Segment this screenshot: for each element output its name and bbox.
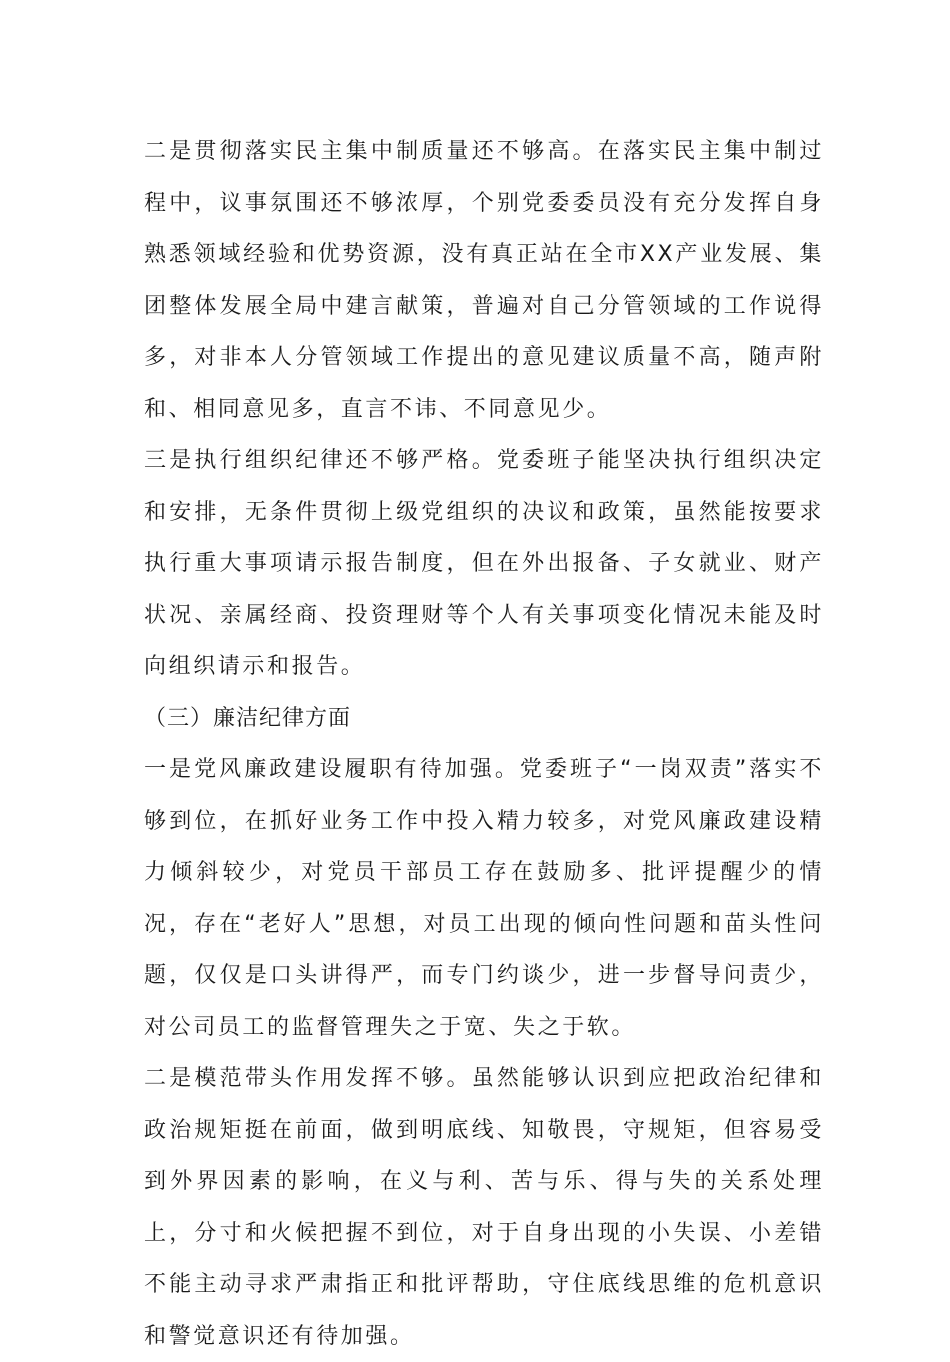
paragraph-party-conduct: 一是党风廉政建设履职有待加强。党委班子“一岗双责”落实不够到位，在抓好业务工作中投入精力较多，对党风廉政建设精力倾斜较少，对党员干部员工存在鼓励多、批评提醒少的情况，存在“老好人”思想，对员工出现的倾向性问题和苗头性问题，仅仅是口头讲得严，而专门约谈少，进一步督导问责少，对公司员工的监督管理失之于宽、失之于软。: [144, 757, 824, 1040]
paragraph-democratic-centralism: 二是贯彻落实民主集中制质量还不够高。在落实民主集中制过程中，议事氛围还不够浓厚，个别党委委员没有充分发挥自身熟悉领域经验和优势资源，没有真正站在全市XX产业发展、集团整体发展全局中建言献策，普遍对自己分管领域的工作说得多，对非本人分管领域工作提出的意见建议质量不高，随声附和、相同意见多，直言不讳、不同意见少。: [144, 139, 824, 422]
paragraph-organizational-discipline: 三是执行组织纪律还不够严格。党委班子能坚决执行组织决定和安排，无条件贯彻上级党组织的决议和政策，虽然能按要求执行重大事项请示报告制度，但在外出报备、子女就业、财产状况、亲属经商、投资理财等个人有关事项变化情况未能及时向组织请示和报告。: [144, 448, 824, 679]
paragraph-exemplary-role: 二是模范带头作用发挥不够。虽然能够认识到应把政治纪律和政治规矩挺在前面，做到明底线、知敬畏，守规矩，但容易受到外界因素的影响，在义与利、苦与乐、得与失的关系处理上，分寸和火候把握不到位，对于自身出现的小失误、小差错不能主动寻求严肃指正和批评帮助，守住底线思维的危机意识和警觉意识还有待加强。: [144, 1066, 824, 1349]
document-body: [144, 126, 824, 1362]
section-heading-integrity-discipline: （三）廉洁纪律方面: [144, 705, 352, 731]
